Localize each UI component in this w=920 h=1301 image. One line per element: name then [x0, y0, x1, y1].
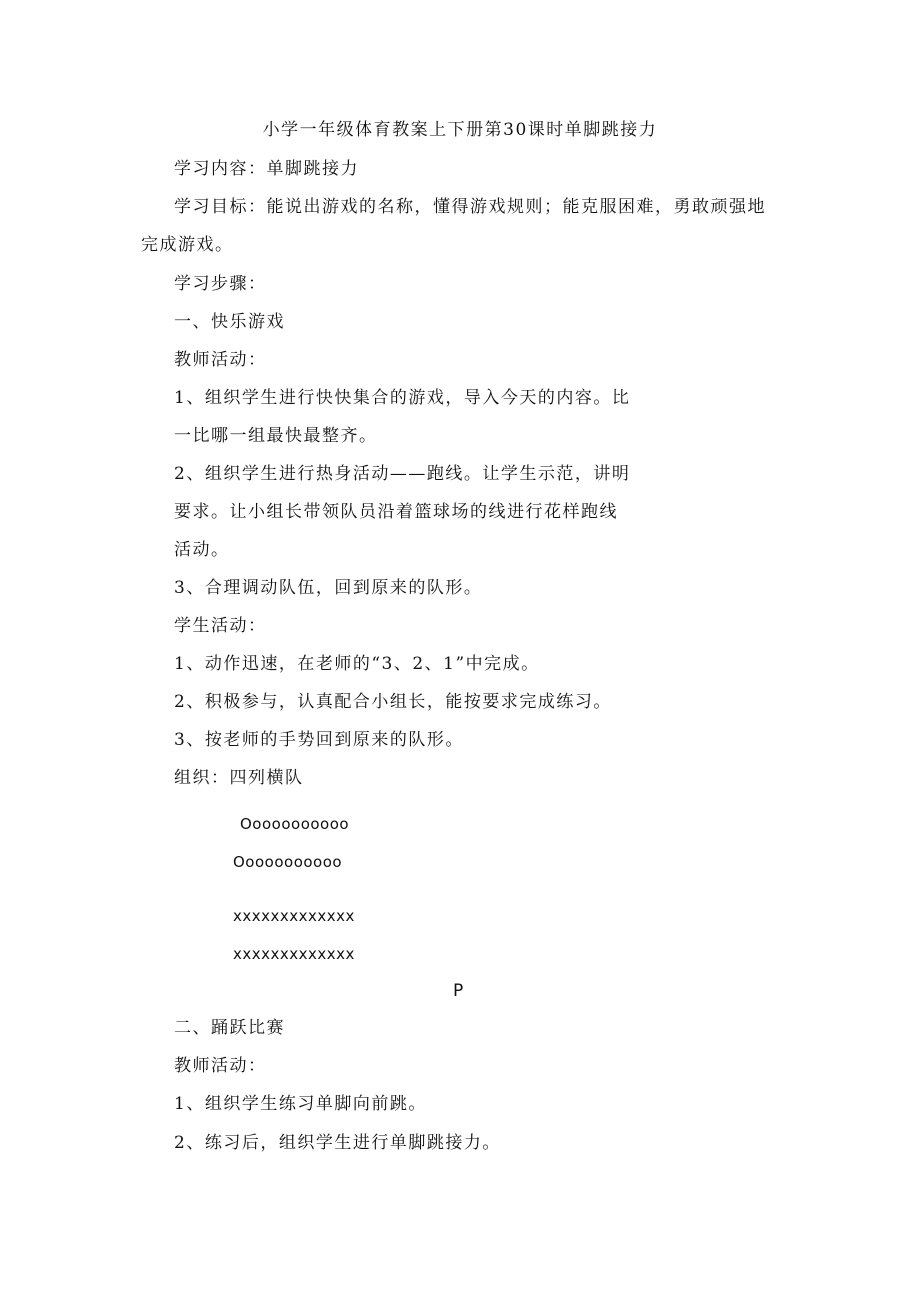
learning-goal-line-2: 完成游戏。 — [141, 235, 234, 255]
section1-student-item-3: 3、按老师的手势回到原来的队形。 — [174, 730, 464, 750]
section1-student-heading: 学生活动： — [174, 616, 267, 636]
section1-teacher-item-2b: 要求。让小组长带领队员沿着篮球场的线进行花样跑线 — [174, 502, 618, 522]
steps-heading: 学习步骤： — [174, 274, 267, 294]
section1-teacher-item-1a: 1、组织学生进行快快集合的游戏，导入今天的内容。比 — [174, 388, 631, 408]
section1-student-item-1: 1、动作迅速，在老师的“3、2、1”中完成。 — [174, 654, 540, 674]
section1-teacher-item-3: 3、合理调动队伍，回到原来的队形。 — [174, 578, 483, 598]
section2-teacher-heading: 教师活动： — [174, 1056, 267, 1076]
learning-goal-line-1: 学习目标：能说出游戏的名称，懂得游戏规则；能克服困难，勇敢顽强地 — [174, 197, 766, 217]
teacher-position-marker: P — [453, 981, 465, 1001]
section1-heading: 一、快乐游戏 — [174, 312, 285, 332]
formation-row-1: Ooooooooooo — [240, 815, 350, 833]
learning-content-line: 学习内容：单脚跳接力 — [174, 159, 359, 179]
formation-row-4: xxxxxxxxxxxxx — [233, 945, 355, 963]
section2-teacher-item-1: 1、组织学生练习单脚向前跳。 — [174, 1094, 427, 1114]
section1-student-item-2: 2、积极参与，认真配合小组长，能按要求完成练习。 — [174, 692, 612, 712]
formation-row-2: Ooooooooooo — [233, 853, 343, 871]
section1-teacher-item-1b: 一比哪一组最快最整齐。 — [174, 426, 378, 446]
section1-teacher-item-2c: 活动。 — [174, 540, 230, 560]
organization-label: 组织：四列横队 — [174, 768, 304, 788]
document-title: 小学一年级体育教案上下册第30课时单脚跳接力 — [262, 120, 658, 140]
section1-teacher-item-2a: 2、组织学生进行热身活动——跑线。让学生示范，讲明 — [174, 464, 631, 484]
section1-teacher-heading: 教师活动： — [174, 350, 267, 370]
section2-teacher-item-2: 2、练习后，组织学生进行单脚跳接力。 — [174, 1133, 501, 1153]
formation-row-3: xxxxxxxxxxxxx — [233, 907, 355, 925]
section2-heading: 二、踊跃比赛 — [174, 1018, 285, 1038]
